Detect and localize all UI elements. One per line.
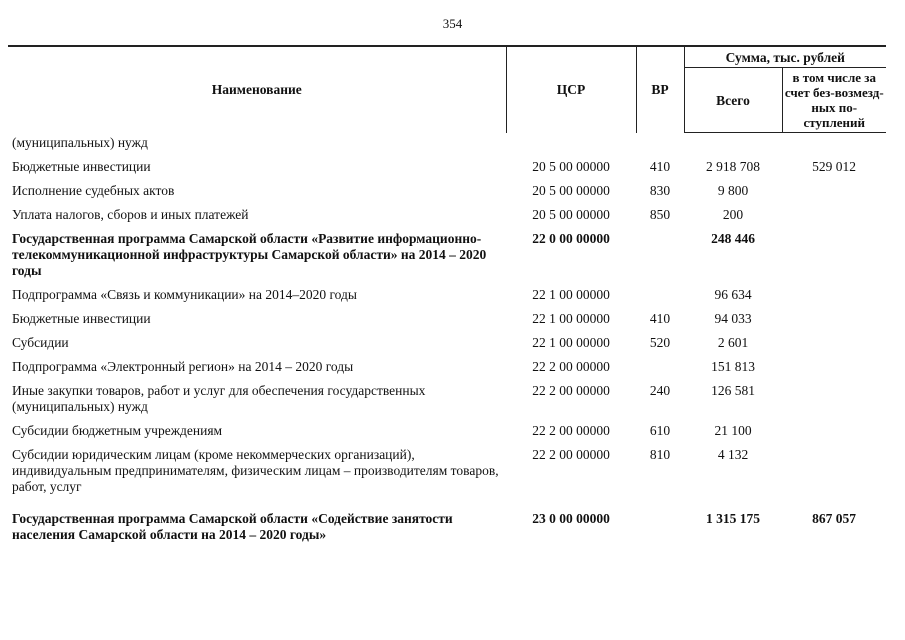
row-csr: 23 0 00 00000 [532,510,610,526]
row-csr: 22 2 00 00000 [532,358,610,374]
row-csr [506,133,636,153]
table-row [8,177,886,201]
row-vr [636,133,684,153]
row-incl [782,441,886,497]
row-incl [782,377,886,417]
row-csr: 20 5 00 00000 [532,206,610,222]
header-name: Наименование [8,46,506,133]
header-sum: Сумма, тыс. рублей [684,46,886,68]
row-name: Подпрограмма «Связь и коммуникации» на 2014–2020 годы [12,286,357,302]
row-total: 94 033 [714,310,752,326]
header-csr: ЦСР [506,46,636,133]
row-total: 200 [722,206,744,222]
row-name: Государственная программа Самарской области «Развитие информационно-телекоммуникационной инфраструктуры Самарской области» на 2014 – 2020 годы [12,230,487,278]
row-total: 2 601 [717,334,749,350]
row-incl [782,329,886,353]
row-csr: 20 5 00 00000 [532,158,610,174]
table-row [8,201,886,225]
row-vr [636,225,684,281]
row-incl [782,133,886,153]
row-incl [782,305,886,329]
header-vr: ВР [636,46,684,133]
page-number: 354 [442,16,463,31]
table-row [8,417,886,441]
row-name: Бюджетные инвестиции [12,158,151,174]
row-csr: 22 1 00 00000 [532,334,610,350]
table-row-program [8,225,886,281]
row-vr [636,353,684,377]
row-total: 2 918 708 [706,158,760,174]
row-csr: 22 1 00 00000 [532,286,610,302]
row-total: 4 132 [717,446,749,462]
row-incl [782,281,886,305]
table-row [8,329,886,353]
row-name: Иные закупки товаров, работ и услуг для обеспечения государственных (муниципальных) нужд [12,382,426,414]
row-total: 21 100 [714,422,752,438]
row-incl: 867 057 [812,510,856,526]
row-name: Исполнение судебных актов [12,182,175,198]
row-name: Субсидии бюджетным учреждениям [12,422,223,438]
row-vr: 520 [649,334,671,350]
budget-table [8,45,886,545]
row-total: 9 800 [717,182,749,198]
row-csr: 22 2 00 00000 [532,422,610,438]
row-csr: 22 2 00 00000 [532,446,610,462]
table-row [8,377,886,417]
table-row-program [8,497,886,545]
row-incl [782,177,886,201]
row-vr [636,497,684,545]
row-vr [636,281,684,305]
row-name: Подпрограмма «Электронный регион» на 2014 – 2020 годы [12,358,354,374]
row-vr: 240 [649,382,671,398]
row-total: 96 634 [714,286,752,302]
table-body [8,133,886,545]
row-name: Государственная программа Самарской области «Содействие занятости населения Самарской области на 2014 – 2020 годы» [12,510,453,542]
row-csr: 22 0 00 00000 [532,230,610,246]
table-row [8,441,886,497]
row-vr: 610 [649,422,671,438]
row-name: Уплата налогов, сборов и иных платежей [12,206,249,222]
table-row [8,153,886,177]
table-row [8,133,886,153]
row-vr: 830 [649,182,671,198]
row-vr: 850 [649,206,671,222]
row-incl [782,225,886,281]
row-vr: 410 [649,310,671,326]
row-name: Субсидии юридическим лицам (кроме некоммерческих организаций), индивидуальным предпринимателям, физическим лицам – производителям товаров, работ, услуг [12,446,499,494]
row-vr: 410 [649,158,671,174]
row-total: 151 813 [711,358,755,374]
table-row [8,353,886,377]
row-csr: 22 2 00 00000 [532,382,610,398]
table-header [8,46,886,133]
row-total: 126 581 [711,382,755,398]
row-incl [782,417,886,441]
row-incl: 529 012 [812,158,856,174]
row-name: Бюджетные инвестиции [12,310,151,326]
row-total [684,133,782,153]
row-total: 248 446 [711,230,755,246]
row-csr: 22 1 00 00000 [532,310,610,326]
row-incl [782,201,886,225]
row-name: Субсидии [12,334,69,350]
row-csr: 20 5 00 00000 [532,182,610,198]
table-row [8,281,886,305]
row-name: (муниципальных) нужд [12,134,148,150]
table-row [8,305,886,329]
row-vr: 810 [649,446,671,462]
row-incl [782,353,886,377]
header-total: Всего [684,68,782,133]
row-total: 1 315 175 [706,510,760,526]
header-incl: в том числе за счет без-возмезд-ных по-ступлений [782,68,886,133]
